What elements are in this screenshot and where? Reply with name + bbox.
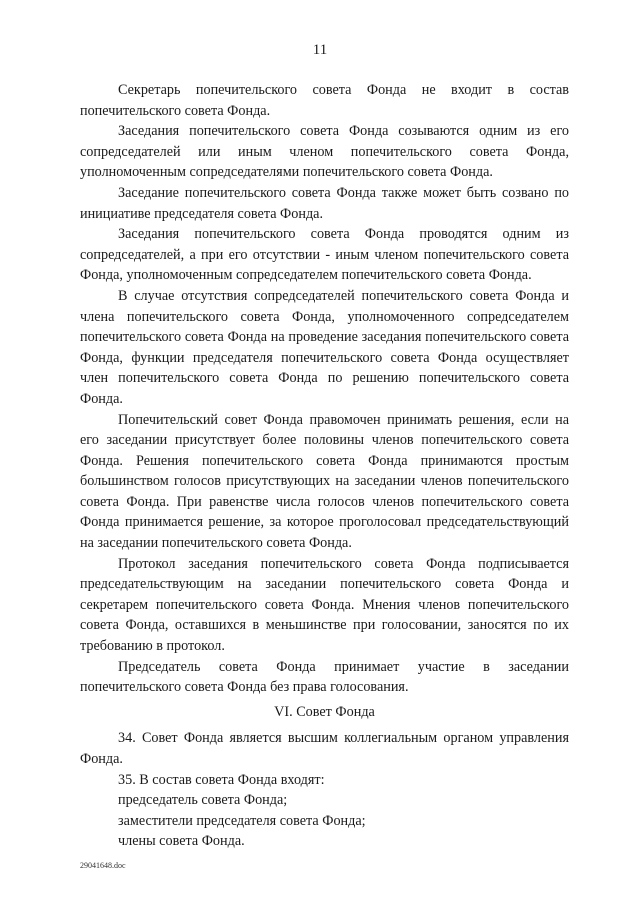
paragraph: Заседания попечительского совета Фонда созываются одним из его сопредседателей или иным членом попечительского совета Фонда, уполномоченным сопредседателями попечительского совета Фонда. <box>80 123 569 181</box>
list-item: заместители председателя совета Фонда; <box>118 812 366 829</box>
paragraph: 34. Совет Фонда является высшим коллегиальным органом управления Фонда. <box>80 730 569 767</box>
paragraph: Секретарь попечительского совета Фонда не входит в состав попечительского совета Фонда. <box>80 82 569 119</box>
paragraph: В случае отсутствия сопредседателей попечительского совета Фонда и члена попечительского совета Фонда, уполномоченного сопредседателем попечительского совета Фонда на проведение заседания попечительского совета Фонда, функции председателя попечительского совета Фонда осуществляет член попечительского совета Фонда по решению попечительского совета Фонда. <box>80 287 569 407</box>
list-item: председатель совета Фонда; <box>118 792 288 809</box>
document-body <box>80 80 569 852</box>
list-item: члены совета Фонда. <box>118 833 245 850</box>
paragraph: 35. В состав совета Фонда входят: <box>118 771 325 788</box>
paragraph: Заседание попечительского совета Фонда также может быть созвано по инициативе председателя совета Фонда. <box>80 184 569 222</box>
paragraph: Заседания попечительского совета Фонда проводятся одним из сопредседателей, а при его отсутствии - иным членом попечительского совета Фонда, уполномоченным сопредседателем попечительского совета Фонда. <box>80 226 569 284</box>
section-heading: VI. Совет Фонда <box>274 703 375 720</box>
paragraph: Протокол заседания попечительского совета Фонда подписывается председательствующим на заседании попечительского совета Фонда и секретарем попечительского совета Фонда. Мнения членов попечительского совета Фонда, оставшихся в меньшинстве при голосовании, заносятся по их требованию в протокол. <box>80 555 569 655</box>
paragraph: Попечительский совет Фонда правомочен принимать решения, если на его заседании присутствует более половины членов попечительского совета Фонда. Решения попечительского совета Фонда принимаются простым большинством голосов присутствующих на заседании членов попечительского совета Фонда. При равенстве числа голосов членов попечительского совета Фонда принимается решение, за которое проголосовал председательствующий на заседании попечительского совета Фонда. <box>80 411 569 552</box>
paragraph: Председатель совета Фонда принимает участие в заседании попечительского совета Фонда без права голосования. <box>80 658 569 696</box>
page-number: 11 <box>312 42 328 58</box>
footer-file-code: 29041648.doc <box>80 861 126 870</box>
